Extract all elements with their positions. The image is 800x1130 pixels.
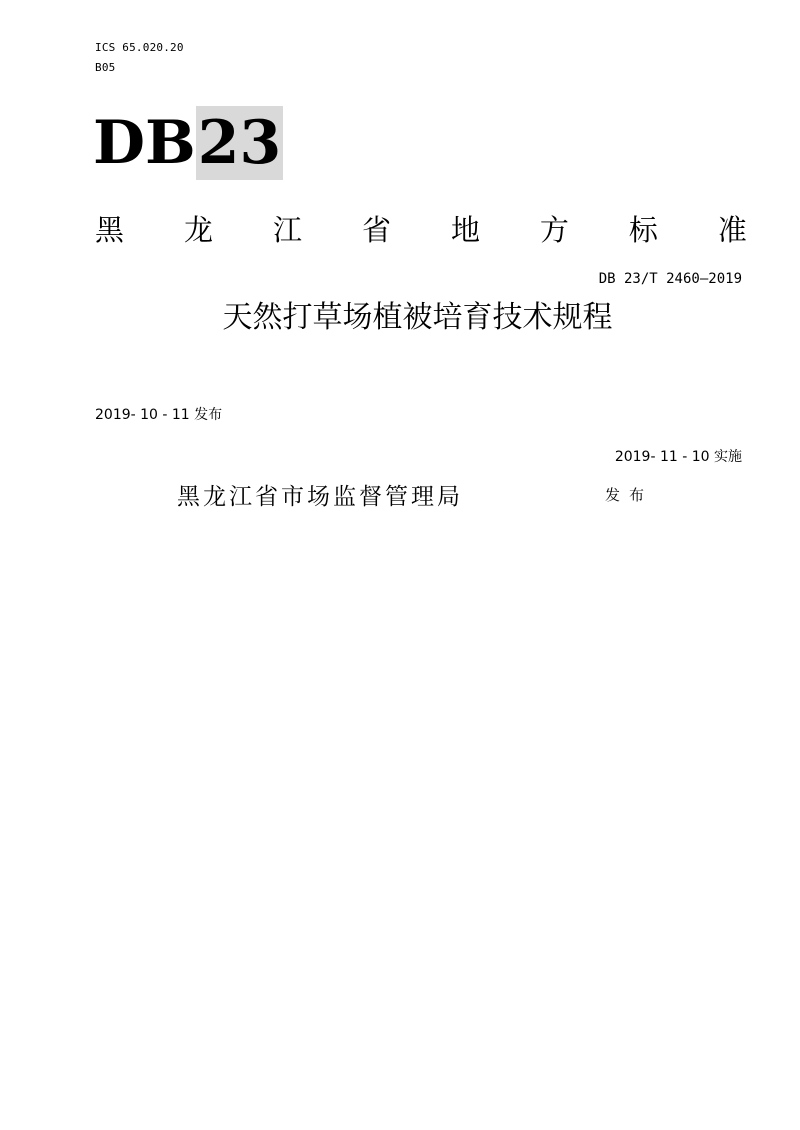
standard-type-heading [95, 210, 747, 250]
classification-code: B05 [95, 61, 116, 74]
standard-code: DB 23/T 2460—2019 [598, 271, 742, 287]
ics-code: ICS 65.020.20 [95, 41, 184, 54]
standard-type-char: 省 [361, 213, 391, 247]
implementation-date: 2019- 11 - 10 实施 [614, 449, 742, 465]
standard-type-char: 地 [450, 213, 480, 247]
db-logo-prefix: DB [93, 108, 196, 178]
standard-type-char: 龙 [183, 213, 213, 247]
issuer-name: 黑龙江省市场监督管理局 [177, 484, 463, 510]
document-title: 天然打草场植被培育技术规程 [222, 300, 613, 335]
standard-type-char: 方 [539, 213, 569, 247]
standard-type-char: 标 [628, 213, 658, 247]
issuer-publish-label: 发布 [605, 486, 654, 504]
standard-type-char: 准 [717, 213, 747, 247]
issue-date: 2019- 10 - 11 发布 [95, 407, 223, 423]
db-logo [93, 106, 283, 180]
standard-type-char: 黑 [95, 213, 125, 247]
db-logo-number: 23 [197, 108, 282, 178]
standard-type-char: 江 [272, 213, 302, 247]
